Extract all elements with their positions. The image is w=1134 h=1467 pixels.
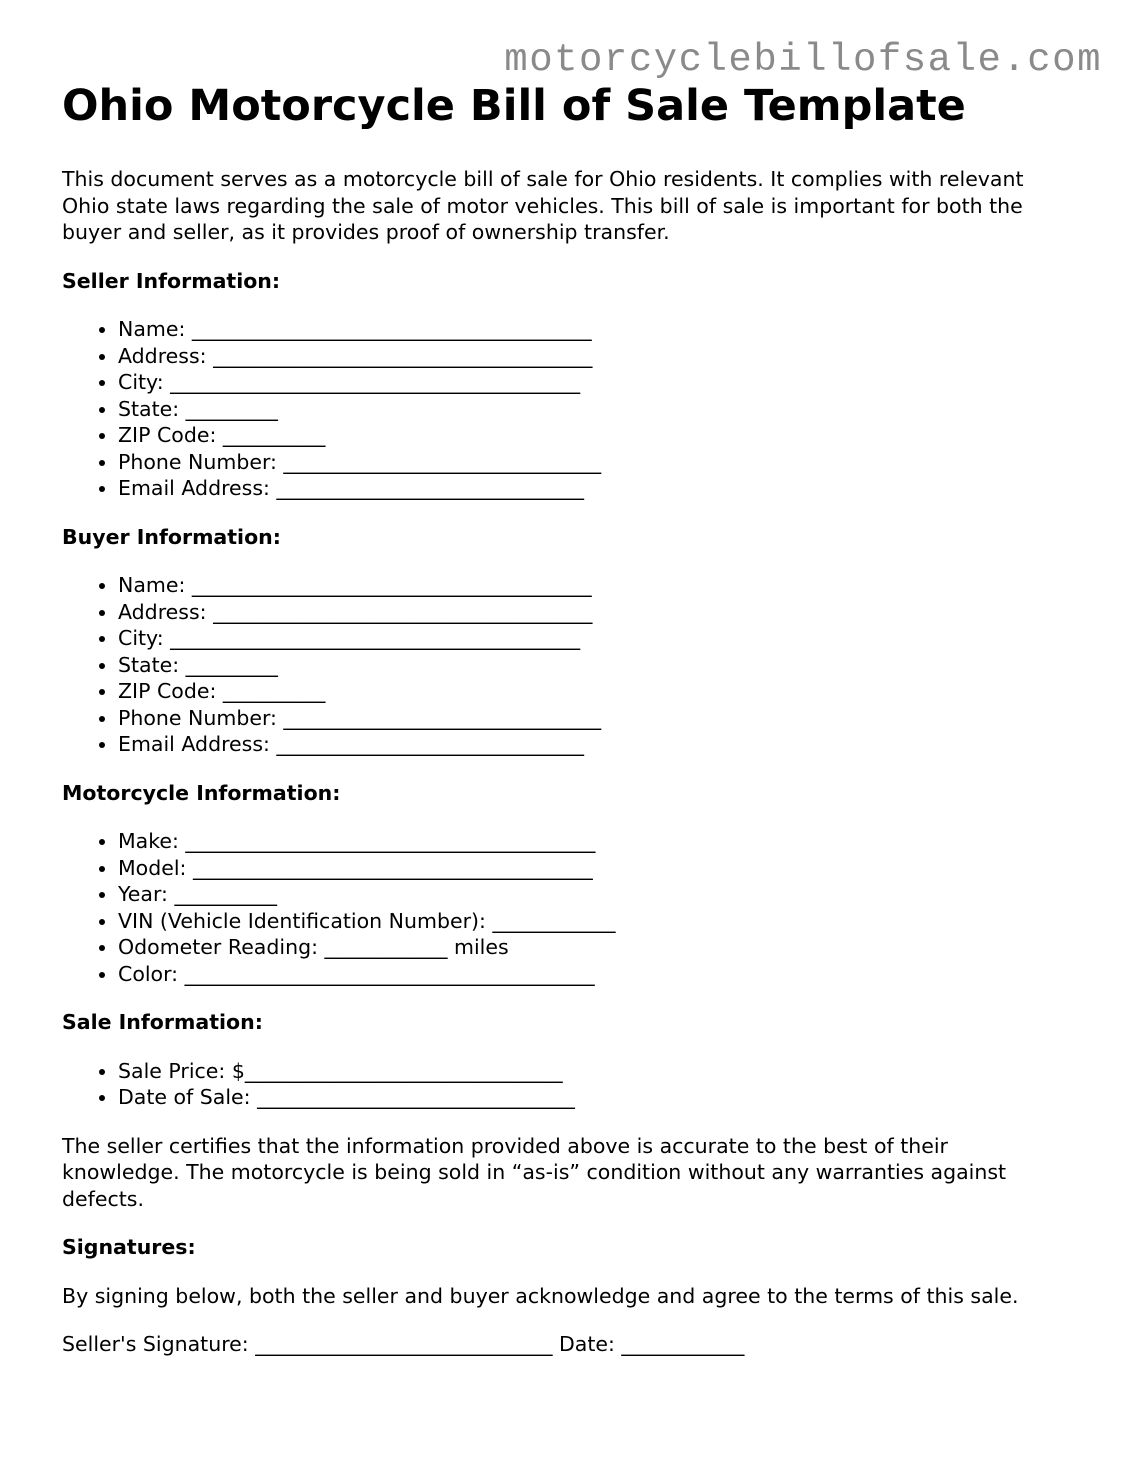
seller-phone-field: • Phone Number: _______________________________ <box>118 449 1072 476</box>
sale-heading: Sale Information: <box>62 1010 263 1034</box>
buyer-zip-field: • ZIP Code: __________ <box>118 678 1072 705</box>
buyer-address-field: • Address: _____________________________________ <box>118 599 1072 626</box>
buyer-heading: Buyer Information: <box>62 524 281 549</box>
buyer-city-field: • City: ________________________________________ <box>118 625 1072 652</box>
seller-state-field: • State: _________ <box>118 396 1072 423</box>
buyer-phone-field: • Phone Number: _______________________________ <box>118 705 1072 732</box>
motorcycle-color-field: • Color: ________________________________________ <box>118 961 1072 988</box>
sale-price-field: • Sale Price: $_______________________________ <box>118 1058 1072 1085</box>
seller-email-field: • Email Address: ______________________________ <box>118 475 1072 502</box>
sale-date-field: • Date of Sale: _______________________________ <box>118 1084 1072 1111</box>
buyer-state-field: • State: _________ <box>118 652 1072 679</box>
intro-paragraph: This document serves as a motorcycle bill of sale for Ohio residents. It complies with relevant Ohio state laws regarding the sale of motor vehicles. This bill of sale is important for both the buyer and seller, as it provides proof of ownership transfer. <box>62 167 1024 244</box>
motorcycle-make-field: • Make: ________________________________________ <box>118 828 1072 855</box>
signatures-paragraph: By signing below, both the seller and buyer acknowledge and agree to the terms of this sale. <box>62 1283 1019 1308</box>
buyer-name-field: • Name: _______________________________________ <box>118 572 1072 599</box>
seller-name-field: • Name: _______________________________________ <box>118 316 1072 343</box>
seller-field-list <box>62 316 1072 502</box>
seller-zip-field: • ZIP Code: __________ <box>118 422 1072 449</box>
seller-signature-line: Seller's Signature: _____________________________ Date: ____________ <box>62 1332 745 1356</box>
motorcycle-odometer-field: • Odometer Reading: ____________ miles <box>118 934 1072 961</box>
seller-heading: Seller Information: <box>62 268 281 293</box>
motorcycle-heading: Motorcycle Information: <box>62 780 341 805</box>
watermark: motorcyclebillofsale.com <box>504 38 1102 82</box>
motorcycle-field-list <box>62 828 1072 987</box>
certification-paragraph: The seller certifies that the information provided above is accurate to the best of their knowledge. The motorcycle is being sold in “as-is” condition without any warranties against defects. <box>62 1133 1007 1211</box>
buyer-field-list <box>62 572 1072 758</box>
sale-field-list <box>62 1058 1072 1111</box>
page-title: Ohio Motorcycle Bill of Sale Template <box>62 81 966 131</box>
motorcycle-model-field: • Model: _______________________________________ <box>118 855 1072 882</box>
motorcycle-year-field: • Year: __________ <box>118 881 1072 908</box>
signatures-heading: Signatures: <box>62 1235 196 1259</box>
seller-address-field: • Address: _____________________________________ <box>118 343 1072 370</box>
seller-city-field: • City: ________________________________________ <box>118 369 1072 396</box>
buyer-email-field: • Email Address: ______________________________ <box>118 731 1072 758</box>
motorcycle-vin-field: • VIN (Vehicle Identification Number): ____________ <box>118 908 1072 935</box>
document-body <box>62 80 1072 1358</box>
